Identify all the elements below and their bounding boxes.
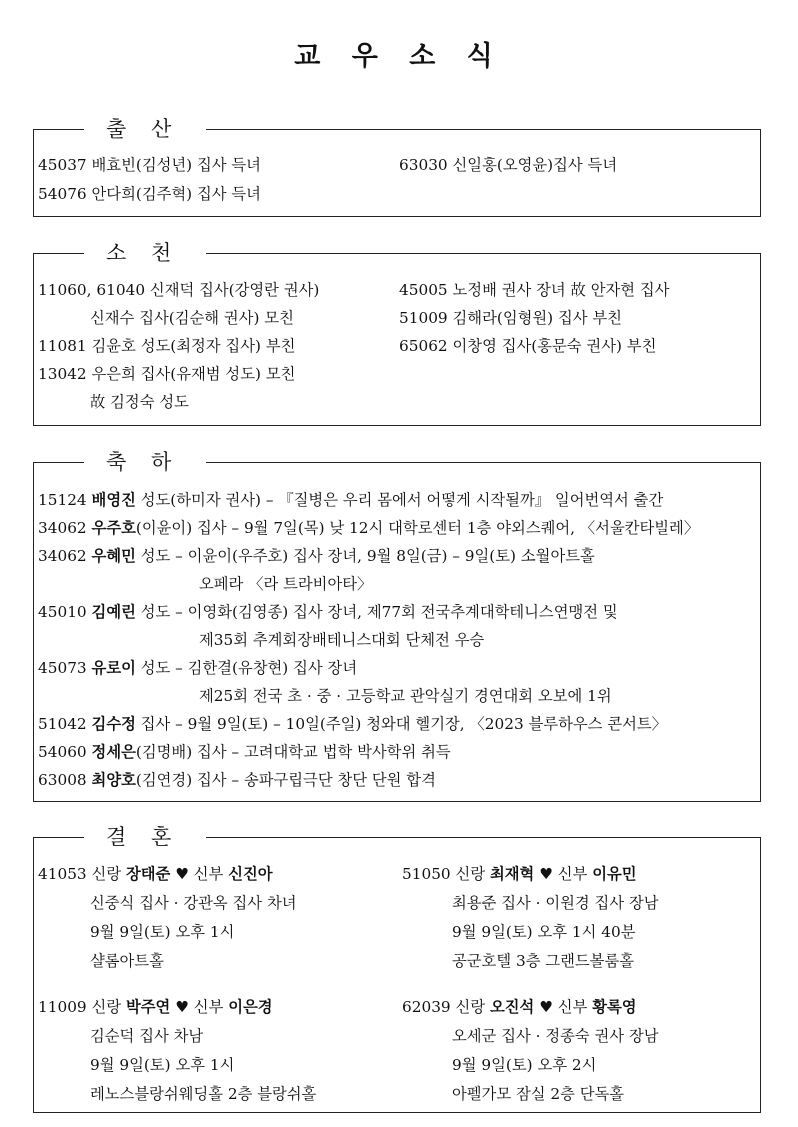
wedding-parents: 오세군 집사 · 정종숙 권사 장남 [452, 1027, 659, 1045]
heart-icon: ♥ [175, 865, 189, 883]
death-heading: 소 천 [84, 238, 206, 268]
person-name: 우주호 [91, 519, 136, 537]
member-id: 54060 [38, 743, 87, 761]
wedding-date: 9월 9일(토) 오후 1시 40분 [452, 923, 636, 941]
congrats-continuation: 제35회 추계회장배테니스대회 단체전 우승 [199, 631, 485, 649]
congrats-item [38, 519, 699, 537]
congrats-item [38, 603, 618, 621]
birth-entry: 45037 배효빈(김성년) 집사 득녀 [38, 156, 261, 174]
bride-label: 신부 [193, 865, 224, 883]
birth-heading: 출 산 [84, 114, 206, 144]
congrats-detail: (김명배) 집사 – 고려대학교 법학 박사학위 취득 [135, 743, 451, 761]
groom-name: 장태준 [125, 865, 171, 883]
congrats-detail: (김연경) 집사 – 송파구립극단 창단 단원 합격 [135, 771, 436, 789]
death-entry: 신재수 집사(김순해 권사) 모친 [90, 309, 294, 327]
congrats-item [38, 771, 436, 789]
person-name: 김수정 [91, 715, 136, 733]
person-name: 최양호 [91, 771, 136, 789]
death-entry: 51009 김해라(임형원) 집사 부친 [399, 309, 622, 327]
bride-name: 신진아 [228, 865, 273, 883]
bride-label: 신부 [193, 998, 224, 1016]
person-name: 정세은 [91, 743, 136, 761]
bride-name: 이유민 [592, 865, 637, 883]
congrats-detail: (이윤이) 집사 – 9월 7일(목) 낮 12시 대학로센터 1층 야외스퀘어, 〈서울칸타빌레〉 [135, 519, 700, 537]
wedding-venue: 공군호텔 3층 그랜드볼룸홀 [452, 952, 635, 970]
death-entry: 13042 우은희 집사(유재범 성도) 모친 [38, 365, 296, 383]
wedding-parents: 최용준 집사 · 이원경 집사 장남 [452, 894, 659, 912]
bride-name: 이은경 [228, 998, 273, 1016]
congrats-detail: 성도 – 이영화(김영종) 집사 장녀, 제77회 전국추계대학테니스연맹전 및 [135, 603, 618, 621]
death-entry: 45005 노정배 권사 장녀 故 안자현 집사 [399, 281, 670, 299]
person-name: 김예린 [91, 603, 136, 621]
death-section [33, 241, 761, 426]
wedding-couple-header [402, 865, 637, 883]
birth-section [33, 117, 761, 217]
member-id: 11009 [38, 998, 87, 1016]
congrats-detail: 성도(하미자 권사) – 『질병은 우리 몸에서 어떻게 시작될까』 일어번역서 출간 [135, 491, 664, 509]
congrats-item [38, 491, 663, 509]
wedding-couple-header [402, 998, 637, 1016]
wedding-date: 9월 9일(토) 오후 1시 [90, 923, 235, 941]
member-id: 63008 [38, 771, 87, 789]
congrats-detail: 성도 – 이윤이(우주호) 집사 장녀, 9월 8일(금) – 9일(토) 소월아트홀 [135, 547, 595, 565]
member-id: 41053 [38, 865, 87, 883]
groom-label: 신랑 [455, 998, 486, 1016]
congrats-item [38, 659, 357, 677]
congrats-item [38, 715, 667, 733]
member-id: 45010 [38, 603, 87, 621]
groom-name: 오진석 [489, 998, 535, 1016]
wedding-section [33, 825, 761, 1113]
congrats-continuation: 제25회 전국 초 · 중 · 고등학교 관악실기 경연대회 오보에 1위 [199, 687, 612, 705]
wedding-parents: 신중식 집사 · 강관옥 집사 차녀 [90, 894, 297, 912]
groom-name: 박주연 [125, 998, 171, 1016]
wedding-couple-header [38, 998, 273, 1016]
member-id: 62039 [402, 998, 451, 1016]
heart-icon: ♥ [539, 998, 553, 1016]
wedding-venue: 레노스블랑쉬웨딩홀 2층 블랑쉬홀 [90, 1085, 317, 1103]
member-id: 15124 [38, 491, 87, 509]
wedding-date: 9월 9일(토) 오후 2시 [452, 1056, 597, 1074]
bride-name: 황록영 [592, 998, 637, 1016]
member-id: 51050 [402, 865, 451, 883]
congrats-continuation: 오페라 〈라 트라비아타〉 [199, 575, 373, 593]
person-name: 유로이 [91, 659, 136, 677]
death-entry: 11060, 61040 신재덕 집사(강영란 권사) [38, 281, 320, 299]
heart-icon: ♥ [175, 998, 189, 1016]
groom-name: 최재혁 [489, 865, 535, 883]
wedding-parents: 김순덕 집사 차남 [90, 1027, 204, 1045]
birth-entry: 54076 안다희(김주혁) 집사 득녀 [38, 185, 261, 203]
wedding-venue: 샬롬아트홀 [90, 952, 164, 970]
wedding-venue: 아펠가모 잠실 2층 단독홀 [452, 1085, 625, 1103]
wedding-couple-header [38, 865, 273, 883]
death-entry: 11081 김윤호 성도(최정자 집사) 부친 [38, 337, 296, 355]
congrats-item [38, 547, 595, 565]
groom-label: 신랑 [455, 865, 486, 883]
congrats-detail: 집사 – 9월 9일(토) – 10일(주일) 청와대 헬기장, 〈2023 블루하우스 콘서트〉 [135, 715, 667, 733]
congrats-section [33, 450, 761, 802]
birth-entry: 63030 신일홍(오영윤)집사 득녀 [399, 156, 618, 174]
death-entry: 65062 이창영 집사(홍문숙 권사) 부친 [399, 337, 657, 355]
groom-label: 신랑 [91, 998, 122, 1016]
wedding-heading: 결 혼 [84, 822, 206, 852]
person-name: 배영진 [91, 491, 136, 509]
member-id: 34062 [38, 547, 87, 565]
bride-label: 신부 [557, 865, 588, 883]
congrats-detail: 성도 – 김한결(유창현) 집사 장녀 [135, 659, 358, 677]
death-entry: 故 김정숙 성도 [90, 393, 189, 411]
bride-label: 신부 [557, 998, 588, 1016]
heart-icon: ♥ [539, 865, 553, 883]
congrats-heading: 축 하 [84, 447, 206, 477]
person-name: 우혜민 [91, 547, 136, 565]
member-id: 51042 [38, 715, 87, 733]
groom-label: 신랑 [91, 865, 122, 883]
congrats-item [38, 743, 451, 761]
member-id: 45073 [38, 659, 87, 677]
page-title: 교 우 소 식 [294, 41, 504, 72]
member-id: 34062 [38, 519, 87, 537]
wedding-date: 9월 9일(토) 오후 1시 [90, 1056, 235, 1074]
